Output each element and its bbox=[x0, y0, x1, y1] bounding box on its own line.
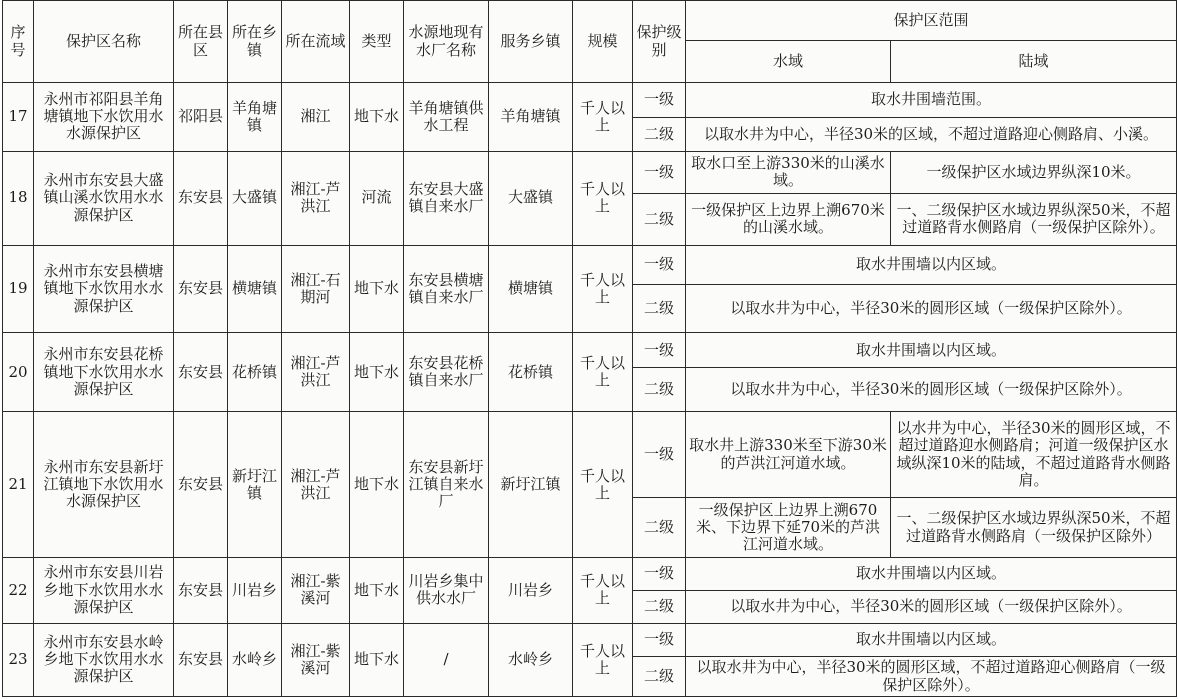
row-plant: 东安县新圩江镇自来水厂 bbox=[404, 412, 489, 558]
row-level2: 二级 bbox=[633, 193, 686, 245]
row-level1-range: 取水井围墙以内区域。 bbox=[686, 333, 1177, 368]
row-service: 川岩乡 bbox=[489, 558, 573, 623]
row-scale: 千人以上 bbox=[573, 151, 633, 245]
row-level2: 二级 bbox=[633, 497, 686, 557]
row-name: 永州市东安县新圩江镇地下水饮用水水源保护区 bbox=[34, 412, 174, 558]
row-county: 东安县 bbox=[174, 245, 228, 333]
row-level1: 一级 bbox=[633, 623, 686, 657]
row-level2: 二级 bbox=[633, 590, 686, 623]
row-county: 东安县 bbox=[174, 623, 228, 696]
row-level2: 二级 bbox=[633, 117, 686, 151]
row-level1: 一级 bbox=[633, 83, 686, 118]
table-row bbox=[3, 151, 1177, 193]
row-type: 地下水 bbox=[350, 412, 404, 558]
row-type: 地下水 bbox=[350, 558, 404, 623]
row-county: 东安县 bbox=[174, 151, 228, 245]
row-type: 地下水 bbox=[350, 245, 404, 333]
header-scale: 规模 bbox=[573, 1, 633, 83]
row-level2-range: 以取水井为中心，半径30米的圆形区域（一级保护区除外）。 bbox=[686, 284, 1177, 333]
row-level1: 一级 bbox=[633, 245, 686, 284]
row-level1: 一级 bbox=[633, 412, 686, 498]
row-level2-water: 一级保护区上边界上溯670米的山溪水域。 bbox=[686, 193, 891, 245]
header-level: 保护级别 bbox=[633, 1, 686, 83]
row-plant: 东安县横塘镇自来水厂 bbox=[404, 245, 489, 333]
row-county: 东安县 bbox=[174, 412, 228, 558]
row-service: 水岭乡 bbox=[489, 623, 573, 696]
row-service: 横塘镇 bbox=[489, 245, 573, 333]
row-scale: 千人以上 bbox=[573, 333, 633, 412]
row-level1-range: 取水井围墙范围。 bbox=[686, 83, 1177, 118]
header-seq: 序号 bbox=[3, 1, 34, 83]
row-level2: 二级 bbox=[633, 284, 686, 333]
row-level1-land: 以水井为中心，半径30米的圆形区域，不超过道路迎水侧路肩；河道一级保护区水域纵深10米的陆域，不超过道路背水侧路肩。 bbox=[891, 412, 1177, 498]
row-town: 羊角塘镇 bbox=[228, 83, 282, 152]
row-level2-range: 以取水井为中心，半径30米的圆形区域，不超过道路迎心侧路肩（一级保护区除外）。 bbox=[686, 657, 1177, 697]
protection-zone-table bbox=[2, 0, 1177, 697]
header-service: 服务乡镇 bbox=[489, 1, 573, 83]
row-level1-water: 取水井上游330米至下游30米的芦洪江河道水域。 bbox=[686, 412, 891, 498]
row-level1-range: 取水井围墙以内区域。 bbox=[686, 623, 1177, 657]
row-county: 东安县 bbox=[174, 558, 228, 623]
row-county: 东安县 bbox=[174, 333, 228, 412]
row-scale: 千人以上 bbox=[573, 412, 633, 558]
table-row bbox=[3, 83, 1177, 118]
row-town: 新圩江镇 bbox=[228, 412, 282, 558]
table-row bbox=[3, 245, 1177, 284]
table-row bbox=[3, 412, 1177, 498]
header-county: 所在县区 bbox=[174, 1, 228, 83]
table-row bbox=[3, 558, 1177, 591]
row-level1-water: 取水口至上游330米的山溪水域。 bbox=[686, 151, 891, 193]
row-seq: 22 bbox=[3, 558, 34, 623]
row-level2-range: 以取水井为中心，半径30米的圆形区域（一级保护区除外）。 bbox=[686, 368, 1177, 412]
row-town: 水岭乡 bbox=[228, 623, 282, 696]
row-level1: 一级 bbox=[633, 333, 686, 368]
header-type: 类型 bbox=[350, 1, 404, 83]
row-basin: 湘江-芦洪江 bbox=[282, 333, 350, 412]
row-seq: 18 bbox=[3, 151, 34, 245]
row-type: 地下水 bbox=[350, 83, 404, 152]
header-plant: 水源地现有水厂名称 bbox=[404, 1, 489, 83]
row-name: 永州市祁阳县羊角塘镇地下水饮用水水源保护区 bbox=[34, 83, 174, 152]
row-town: 川岩乡 bbox=[228, 558, 282, 623]
row-level1: 一级 bbox=[633, 151, 686, 193]
row-name: 永州市东安县大盛镇山溪水饮用水水源保护区 bbox=[34, 151, 174, 245]
row-level2-range: 以取水井为中心，半径30米的区域，不超过道路迎心侧路肩、小溪。 bbox=[686, 117, 1177, 151]
table-row bbox=[3, 623, 1177, 657]
header-town: 所在乡镇 bbox=[228, 1, 282, 83]
row-town: 花桥镇 bbox=[228, 333, 282, 412]
header-water: 水域 bbox=[686, 41, 891, 83]
row-town: 大盛镇 bbox=[228, 151, 282, 245]
row-basin: 湘江-石期河 bbox=[282, 245, 350, 333]
row-seq: 20 bbox=[3, 333, 34, 412]
header-name: 保护区名称 bbox=[34, 1, 174, 83]
row-plant: 东安县大盛镇自来水厂 bbox=[404, 151, 489, 245]
row-scale: 千人以上 bbox=[573, 623, 633, 696]
row-plant: 羊角塘镇供水工程 bbox=[404, 83, 489, 152]
row-type: 河流 bbox=[350, 151, 404, 245]
row-level2: 二级 bbox=[633, 368, 686, 412]
row-seq: 23 bbox=[3, 623, 34, 696]
row-level1-land: 一级保护区水域边界纵深10米。 bbox=[891, 151, 1177, 193]
header-land: 陆域 bbox=[891, 41, 1177, 83]
row-basin: 湘江-芦洪江 bbox=[282, 151, 350, 245]
row-service: 新圩江镇 bbox=[489, 412, 573, 558]
row-type: 地下水 bbox=[350, 623, 404, 696]
row-town: 横塘镇 bbox=[228, 245, 282, 333]
row-county: 祁阳县 bbox=[174, 83, 228, 152]
row-plant: / bbox=[404, 623, 489, 696]
row-scale: 千人以上 bbox=[573, 558, 633, 623]
row-seq: 21 bbox=[3, 412, 34, 558]
header-basin: 所在流域 bbox=[282, 1, 350, 83]
row-level1-range: 取水井围墙以内区域。 bbox=[686, 245, 1177, 284]
row-service: 羊角塘镇 bbox=[489, 83, 573, 152]
header-range: 保护区范围 bbox=[686, 1, 1177, 41]
row-basin: 湘江-芦洪江 bbox=[282, 412, 350, 558]
row-scale: 千人以上 bbox=[573, 245, 633, 333]
row-basin: 湘江 bbox=[282, 83, 350, 152]
row-plant: 东安县花桥镇自来水厂 bbox=[404, 333, 489, 412]
row-plant: 川岩乡集中供水水厂 bbox=[404, 558, 489, 623]
row-level1-range: 取水井围墙以内区域。 bbox=[686, 558, 1177, 591]
row-basin: 湘江-紫溪河 bbox=[282, 623, 350, 696]
row-scale: 千人以上 bbox=[573, 83, 633, 152]
row-level2-land: 一、二级保护区水域边界纵深50米，不超过道路背水侧路肩（一级保护区除外） bbox=[891, 497, 1177, 557]
row-service: 花桥镇 bbox=[489, 333, 573, 412]
row-level2: 二级 bbox=[633, 657, 686, 697]
row-name: 永州市东安县水岭乡地下水饮用水水源保护区 bbox=[34, 623, 174, 696]
row-service: 大盛镇 bbox=[489, 151, 573, 245]
row-level1: 一级 bbox=[633, 558, 686, 591]
row-seq: 17 bbox=[3, 83, 34, 152]
row-name: 永州市东安县横塘镇地下水饮用水水源保护区 bbox=[34, 245, 174, 333]
row-level2-land: 一、二级保护区水域边界纵深50米，不超过道路背水侧路肩（一级保护区除外）。 bbox=[891, 193, 1177, 245]
row-type: 地下水 bbox=[350, 333, 404, 412]
row-level2-water: 一级保护区上边界上溯670米、下边界下延70米的芦洪江河道水域。 bbox=[686, 497, 891, 557]
row-level2-range: 以取水井为中心，半径30米的圆形区域（一级保护区除外）。 bbox=[686, 590, 1177, 623]
row-name: 永州市东安县川岩乡地下水饮用水水源保护区 bbox=[34, 558, 174, 623]
row-basin: 湘江-紫溪河 bbox=[282, 558, 350, 623]
row-seq: 19 bbox=[3, 245, 34, 333]
row-name: 永州市东安县花桥镇地下水饮用水水源保护区 bbox=[34, 333, 174, 412]
table-row bbox=[3, 333, 1177, 368]
